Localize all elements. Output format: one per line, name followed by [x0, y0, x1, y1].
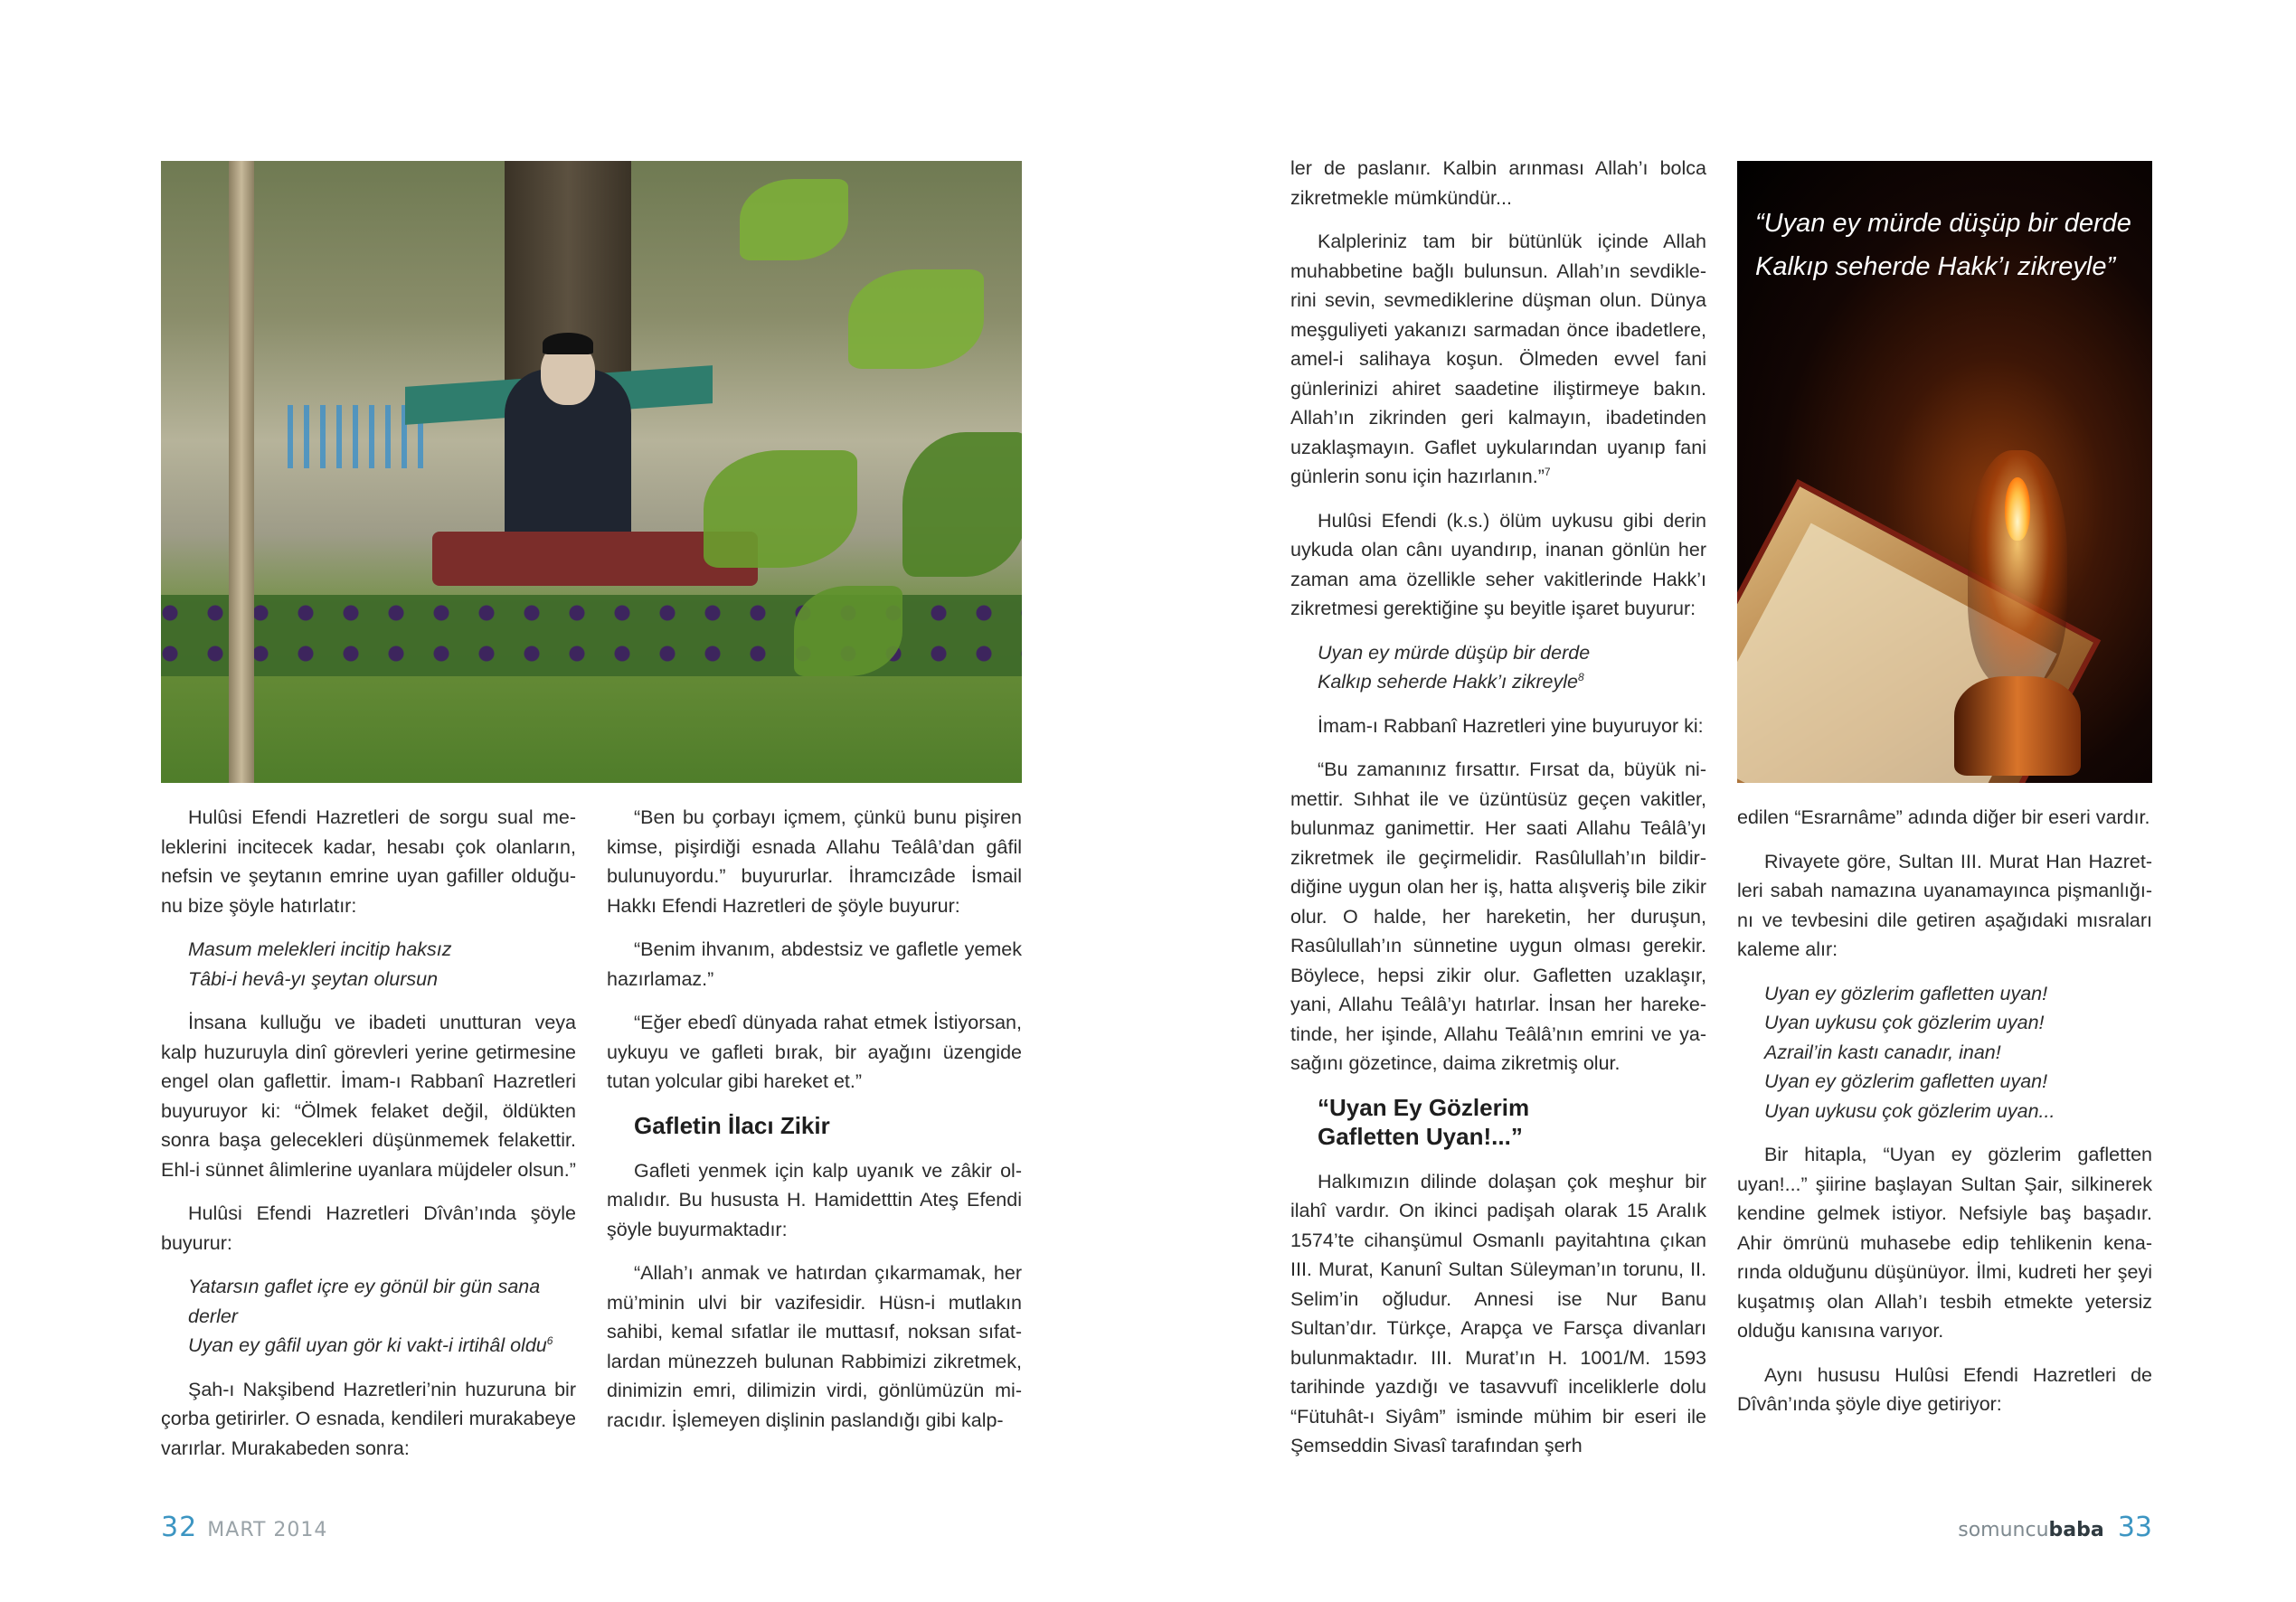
verse-line: Uyan ey gözlerim gafletten uyan! [1764, 1070, 2048, 1092]
verse-line [1318, 667, 1706, 697]
paragraph: ler de paslanır. Kalbin arınması Allah’ı bolca zikretmekle mümkündür... [1290, 157, 1706, 209]
paragraph: Halkımızın dilinde dolaşan çok meşhur bir ilahî vardır. On ikinci padişah olarak 15 Aralık 1574’te cihanşümul Osmanlı payitahtına çıkan III. Murat, Kanunî Sultan Süleyman’ın torunu, II. Selim’in oğludur. Annesi ise Nur Banu Sultan’dır. Türkçe, Arapça ve Farsça divanları bulunmaktadır. III. Murat’ın H. 1001/M. 1593 tarihinde yazdığı ve tasavvufî inceliklerle dolu “Fütuhât-ı Siyâm” isminde mühim bir eseri ile Şemseddin Sivasî tarafından şerh [1290, 1170, 1706, 1456]
caption-line: Kalkıp seherde Hakk’ı zikreyle” [1755, 252, 2116, 281]
verse-line: Uyan uykusu çok gözlerim uyan... [1764, 1099, 2055, 1122]
verse-line: Uyan uykusu çok gözlerim uyan! [1764, 1012, 2045, 1033]
verse-block [1290, 638, 1706, 697]
heading-line: Gafletten Uyan!...” [1318, 1122, 1523, 1150]
footnote-ref: 8 [1577, 670, 1584, 683]
verse-line: Azrail’in kastı canadır, inan! [1764, 1041, 2001, 1063]
section-heading: Gafletin İlacı Zikir [634, 1111, 830, 1139]
verse-line: Uyan ey mürde düşüp bir derde [1318, 641, 1591, 664]
man-cap [543, 333, 593, 354]
right-column-4 [1737, 803, 2152, 1434]
foreground-leaf [902, 432, 1022, 577]
paragraph: Aynı hususu Hulûsi Efendi Hazretleri de Dîvân’ında şöyle diye getiriyor: [1737, 1363, 2152, 1415]
footnote-ref: 7 [1544, 465, 1551, 478]
paragraph: Gafleti yenmek için kalp uyanık ve zâkir olmalıdır. Bu hususta H. Hamidetttin Ateş Efendi şöyle buyurmaktadır: [607, 1159, 1022, 1240]
right-column-3 [1290, 154, 1706, 1475]
paragraph: edilen “Esrarnâme” adında diğer bir eseri vardır. [1737, 806, 2150, 828]
verse-line: Uyan ey gözlerim gafletten uyan! [1764, 982, 2048, 1004]
verse-block [161, 935, 576, 994]
verse-line [188, 1331, 576, 1361]
lamp-base [1954, 676, 2081, 776]
right-page-footer [1958, 1512, 2152, 1543]
foreground-leaf [848, 269, 984, 369]
verse-block [161, 1272, 576, 1361]
heading-line: “Uyan Ey Gözlerim [1318, 1093, 1530, 1121]
garden-photo [161, 161, 1022, 783]
paragraph: Hulûsi Efendi Hazretleri de sorgu sual meleklerini incitecek kadar, hesabı çok olanların, nefsin ve şeytanın emrine uyan gafiller olduğunu bize şöyle hatırlatır: [161, 806, 576, 917]
paragraph: Hulûsi Efendi Hazretleri Dîvân’ında şöyle buyurur: [161, 1202, 576, 1254]
section-heading [1290, 1093, 1706, 1151]
paragraph: Şah-ı Nakşibend Hazretleri’nin huzuruna bir çorba getirirler. O esnada, kendileri murakabeye varırlar. Murakabeden sonra: [161, 1378, 576, 1459]
paragraph: Bir hitapla, “Uyan ey gözlerim gafletten uyan!...” şiirine başlayan Sultan Şair, silkinerek kendine gelmek istiyor. Nefsiyle baş başadır. Ahir ömrünü muhasebe edip tehlikenin kenarında olduğunu düşünüyor. İlmi, kudreti her şeyi kuşatmış olan Allah’ı tesbih etmekte yetersiz olduğu kanısına varıyor. [1737, 1144, 2152, 1342]
left-page-footer [161, 1512, 327, 1543]
issue-date: MART 2014 [207, 1519, 328, 1541]
footnote-ref: 6 [546, 1333, 553, 1347]
left-column-1 [161, 803, 576, 1477]
verse-block [1737, 979, 2152, 1126]
verse-line-text: Kalkıp seherde Hakk’ı zikreyle [1318, 671, 1578, 693]
page-number: 33 [2117, 1512, 2152, 1543]
magazine-brand-bold: baba [2048, 1519, 2104, 1541]
paragraph: Rivayete göre, Sultan III. Murat Han Hazretleri sabah namazına uyanamayınca pişmanlığını ve tevbesini dile getiren aşağıdaki mısraları kaleme alır: [1737, 850, 2152, 960]
paragraph: “Allah’ı anmak ve hatırdan çıkarmamak, her mü’minin ulvi bir vazifesidir. Hüsn-i mutlakın sahibi, kemal sıfatlar ile muttasıf, noksan sıfatlardan münezzeh bulunan Rabbimizi zikretmek, dinimizin emri, dilimizin virdi, gönlümüzün miracıdır. İşlemeyen dişlinin paslandığı gibi kalp- [607, 1262, 1022, 1431]
paragraph: İmam-ı Rabbanî Hazretleri yine buyuruyor ki: [1318, 714, 1704, 737]
foreground-leaf [704, 450, 857, 568]
paragraph: “Benim ihvanım, abdestsiz ve gafletle yemek hazırlamaz.” [607, 938, 1022, 990]
paragraph: “Eğer ebedî dünyada rahat etmek İstiyorsan, uykuyu ve gafleti bırak, bir ayağını üzengide tutan yolcular gibi hareket et.” [607, 1012, 1022, 1092]
paragraph: “Bu zamanınız fırsattır. Fırsat da, büyük nimettir. Sıhhat ile ve üzüntüsüz geçen vakitler, bulunmaz ganimettir. Her saati Allahu Teâlâ’yı zikretmek ile geçirmelidir. Rasûlullah’ın bildirdiğine uygun olan her iş, hatta alışveriş bile zikir olur. O halde, her hareketin, her duruşun, Rasûlullah’ın sünnetine uygun olması gerekir. Böylece, hepsi zikir olur. Gafletten uzaklaşır, yani, Allahu Teâlâ’yı hatırlar. İnsan her hareketinde, her işinde, Allahu Teâlâ’nın emrini ve yasağını gözetince, daima zikretmiş olur. [1290, 759, 1706, 1074]
foreground-leaf [740, 179, 848, 260]
verse-line: Tâbi-i hevâ-yı şeytan olursun [188, 967, 439, 990]
paragraph: İnsana kulluğu ve ibadeti unutturan veya kalp huzuruyla dinî görevleri yerine getirmesine engel olan gaflettir. İmam-ı Rabbanî Hazretleri buyuruyor ki: “Ölmek felaket değil, öldükten sonra başa gelecekleri düşünmemek felakettir. Ehl-i sünnet âlimlerine uyanlara müjdeler olsun.” [161, 1012, 576, 1181]
verse-line: Masum melekleri incitip haksız [188, 938, 452, 960]
left-column-2 [607, 803, 1022, 1449]
caption-line: “Uyan ey mürde düşüp bir derde [1755, 209, 2131, 238]
paragraph [1290, 227, 1706, 492]
paragraph: Hulûsi Efendi (k.s.) ölüm uykusu gibi derin uykuda olan cânı uyandırıp, inanan gönlün her zaman ama özellikle seher vakitlerinde Hakk’ı zikretmesi gerektiğine şu beyitle işaret buyurur: [1290, 509, 1706, 619]
page-number: 32 [161, 1512, 198, 1543]
verse-line-text: Uyan ey gâfil uyan gör ki vakt-i irtihâl oldu [188, 1334, 547, 1356]
lamp-flame [2005, 477, 2030, 541]
paragraph-text: Kalpleriniz tam bir bütünlük içinde Allah muhabbetine bağlı bulunsun. Allah’ın sevdiklerini sevin, sevmediklerine düşman olun. Dünya meşguliyeti yakanızı sarmadan önce ibadetlere, amel-i salihaya koşun. Ölmeden evvel fani günlerinizi ahiret saadetine iliştirmeye bakın. Allah’ın zikrinden geri kalmayın, ibadetinden uzaklaşmayın. Gaflet uykularından uyanıp fani günlerin sonu için hazırlanın.” [1290, 231, 1706, 487]
foreground-pole [229, 161, 254, 783]
verse-line: Yatarsın gaflet içre ey gönül bir gün sana derler [188, 1276, 541, 1327]
oil-lamp-photo [1737, 161, 2152, 783]
photo-caption [1755, 202, 2143, 288]
foreground-leaf [794, 586, 902, 676]
paragraph: “Ben bu çorbayı içmem, çünkü bunu pişiren kimse, pişirdiği esnada Allahu Teâlâ’dan gâfil bulunuyordu.” buyururlar. İhramcızâde İsmail Hakkı Efendi Hazretleri de şöyle buyurur: [607, 806, 1022, 917]
magazine-brand: somuncu [1958, 1519, 2049, 1541]
